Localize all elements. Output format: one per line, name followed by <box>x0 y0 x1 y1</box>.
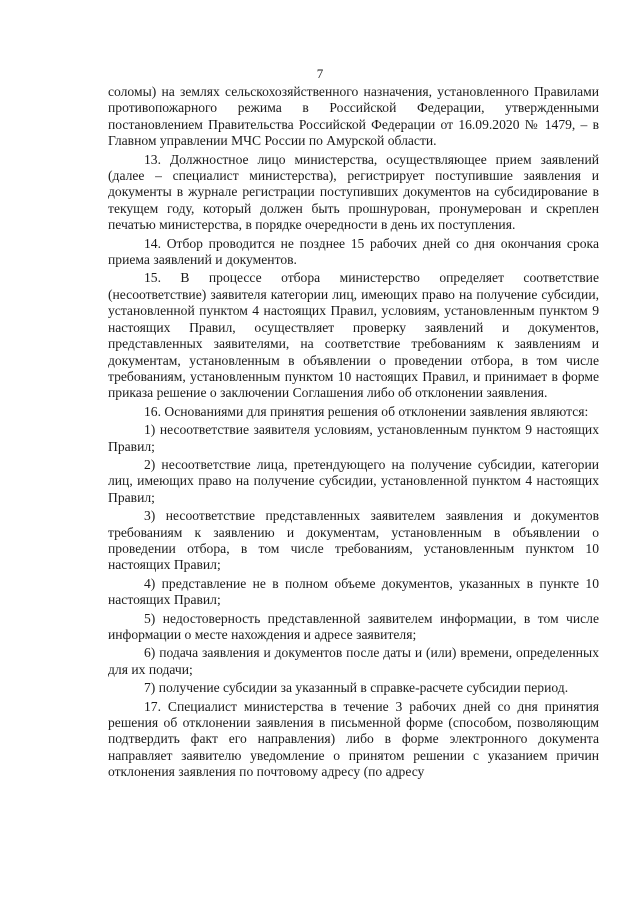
paragraph-15: 15. В процессе отбора министерство определяет соответствие (несоответствие) заявителя категории лиц, имеющих право на получение субсидии, установленной пунктом 4 настоящих Правил, условиям, установленным пунктом 9 настоящих Правил, осуществляет проверку заявлений и документов, представленных заявителями, на соответствие требованиям к заявлениям и документам, установленным в объявлении о проведении отбора, в том числе требованиям, установленным пунктом 10 настоящих Правил, и принимает в форме приказа решение о заключении Соглашения либо об отклонении заявления. <box>108 270 599 401</box>
list-item-2: 2) несоответствие лица, претендующего на получение субсидии, категории лиц, имеющих право на получение субсидии, установленной пунктом 4 настоящих Правил; <box>108 456 599 505</box>
document-body <box>108 84 599 783</box>
paragraph-17: 17. Специалист министерства в течение 3 рабочих дней со дня принятия решения об отклонении заявления в письменной форме (способом, позволяющим подтвердить факт его направления) либо в форме электронного документа направляет заявителю уведомление о принятом решении с указанием причин отклонения заявления по почтовому адресу (по адресу <box>108 698 599 780</box>
paragraph-16: 16. Основаниями для принятия решения об отклонении заявления являются: <box>144 403 589 419</box>
list-item-7: 7) получение субсидии за указанный в справке-расчете субсидии период. <box>144 680 569 696</box>
paragraph-14: 14. Отбор проводится не позднее 15 рабочих дней со дня окончания срока приема заявлений и документов. <box>108 235 599 268</box>
list-item-3: 3) несоответствие представленных заявителем заявления и документов требованиям к заявлению и документам, установленным в объявлении о проведении отбора, в том числе требованиям, установленным пунктом 10 настоящих Правил; <box>108 508 599 573</box>
list-item-5: 5) недостоверность представленной заявителем информации, в том числе информации о месте нахождения и адресе заявителя; <box>108 610 599 642</box>
page-number: 7 <box>316 66 324 81</box>
list-item-4: 4) представление не в полном объеме документов, указанных в пункте 10 настоящих Правил; <box>108 575 599 608</box>
paragraph-continuation: соломы) на землях сельскохозяйственного назначения, установленного Правилами противопожарного режима в Российской Федерации, утвержденными постановлением Правительства Российской Федерации от 16.09.2020 № 1479, – в Главном управлении МЧС России по Амурской области. <box>108 84 599 149</box>
list-item-1: 1) несоответствие заявителя условиям, установленным пунктом 9 настоящих Правил; <box>108 422 599 454</box>
list-item-6: 6) подача заявления и документов после даты и (или) времени, определенных для их подачи; <box>108 645 599 677</box>
paragraph-13: 13. Должностное лицо министерства, осуществляющее прием заявлений (далее – специалист министерства), регистрирует поступившие заявления и документы в журнале регистрации поступивших документов на субсидирование в текущем году, который должен быть прошнурован, пронумерован и скреплен печатью министерства, в порядке очередности в день их поступления. <box>108 151 599 233</box>
